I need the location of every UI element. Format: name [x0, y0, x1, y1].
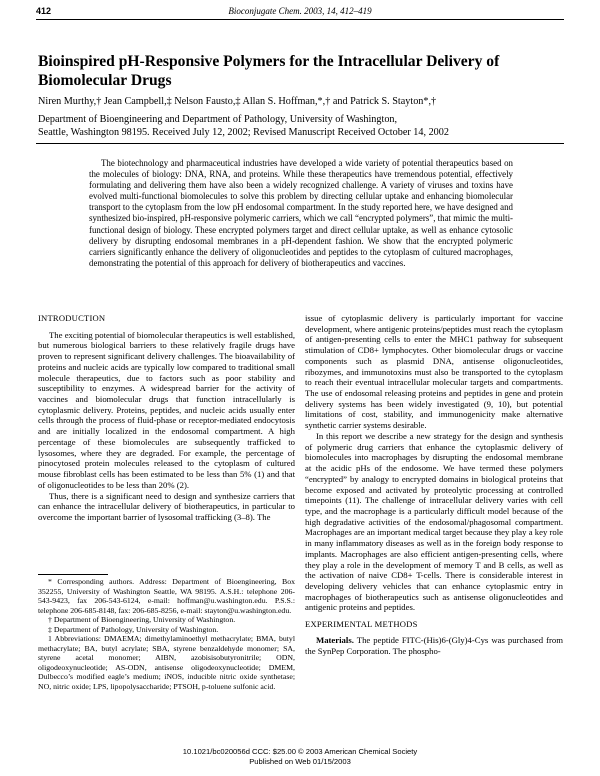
- affiliation-line-1: Department of Bioengineering and Department of Pathology, University of Washington,: [38, 114, 398, 125]
- abstract-rule: [36, 143, 564, 144]
- right-paragraph-1: issue of cytoplasmic delivery is particularly important for vaccine development, where antigenic proteins/peptides must reach the cytoplasm of antigen-presenting cells to enter the MHC1 pathway for subsequent stimulation of CD8+ lymphocytes. Other biomolecular drugs or vaccine components such as plasmid DNA, antisense oligonucleotides, ribozymes, and immunotoxins must also be transported to the cytoplasm to reach their eventual intracellular molecular targets and compartments. The use of endosomal releasing proteins and peptides in gene and protein delivery systems has been widely investigated (9, 10), but potential limitations of cost, stability, and immunogenicity make alternative synthetic carrier systems desirable.: [305, 313, 563, 431]
- right-column: [305, 313, 563, 656]
- running-header: [36, 6, 564, 18]
- right-paragraph-2: In this report we describe a new strategy for the design and synthesis of polymeric drug carriers that enhance the cytoplasmic delivery of biomolecules into macrophages by disrupting the endosomal membrane at the acidic pHs of the endosome. We have termed these polymers “encrypted” by analogy to encrypted domains in biological proteins that become exposed and activated by proteolytic processing at controlled timepoints (11). The challenge of intracellular delivery varies with cell type, and the macrophage is a particularly difficult model because of the high degradative activities of the endosomal/phagosomal compartment. Macrophages are an important medical target because they play a key role in many inflammatory diseases as well as in the foreign body response to implants. Macrophages are also efficient antigen-presenting cells, where they play a role in the development of memory T and B cells, as well as the activation of naive CD8+ T-cells. There is considerable interest in developing delivery vehicles that can enhance cytoplasmic entry in macrophages of biotherapeutics such as antisense oligonucleotides and antigenic proteins and peptides.: [305, 430, 563, 613]
- left-column: [38, 313, 295, 523]
- section-heading-methods: EXPERIMENTAL METHODS: [305, 619, 418, 630]
- footnotes: [38, 577, 295, 692]
- author-list: Niren Murthy,† Jean Campbell,‡ Nelson Fausto,‡ Allan S. Hoffman,*,† and Patrick S. Stayton*,†: [38, 96, 437, 107]
- header-rule: [36, 19, 564, 20]
- intro-paragraph-2: Thus, there is a significant need to design and synthesize carriers that can enhance the intracellular delivery of biotherapeutics, in particular to overcome the important barrier of lysosomal trafficking (3–8). The: [38, 490, 295, 522]
- materials-paragraph: [305, 635, 563, 656]
- page-footer: [0, 747, 600, 766]
- footnote-abbreviations: 1 Abbreviations: DMAEMA; dimethylaminoethyl methacrylate; BMA, butyl methacrylate; BA, butyl acrylate; SBA, styrene benzaldehyde monomer; SA, styrene acetal monomer; AIBN, azobisisobutyronitrile; ODN, oligodeoxynucleotide; AS-ODN, antisense oligodeoxynucleotide; DMEM, Dulbecco’s modified eagle’s medium; iNOS, inducible nitric oxide synthetase; NO, nitric oxide; LPS, lipopolysaccharide; PTSOH, p-toluene sulfonic acid.: [38, 634, 295, 692]
- doi-line: 10.1021/bc020056d CCC: $25.00 © 2003 American Chemical Society: [182, 747, 418, 756]
- affiliation-line-2: Seattle, Washington 98195. Received July 12, 2002; Revised Manuscript Received October 14, 2002: [38, 127, 449, 138]
- published-line: Published on Web 01/15/2003: [249, 756, 351, 766]
- footnote-dagger: † Department of Bioengineering, University of Washington.: [48, 615, 236, 625]
- page-number: 412: [36, 6, 52, 16]
- section-heading-introduction: INTRODUCTION: [38, 313, 106, 323]
- affiliation: [38, 113, 563, 139]
- footnote-double-dagger: ‡ Department of Pathology, University of Washington.: [48, 624, 219, 634]
- journal-citation: Bioconjugate Chem. 2003, 14, 412–419: [228, 6, 372, 16]
- footnote-corresponding: * Corresponding authors. Address: Department of Bioengineering, Box 352255, University of Washington Seattle, WA 98195. A.S.H.: telephone 206-543-9423, fax 206-543-6124, e-mail: hoffman@u.washington.edu. P.S.S.: telephone 206-685-8148, fax: 206-685-8256, e-mail: stayton@u.washington.edu.: [38, 577, 295, 615]
- footnote-rule: [38, 574, 108, 575]
- intro-paragraph-1: The exciting potential of biomolecular therapeutics is well established, but numerous biological barriers to these relatively fragile drugs have proven to represent significant delivery challenges. The bioavailability of proteins and nucleic acids are typically low compared to traditional small molecule therapeutics, due to factors such as poor stability and susceptibility to enzymes. A widespread barrier for the activity of vaccines and biomolecular drugs that function intracellularly is cytoplasmic delivery. Proteins, peptides, and nucleic acids usually enter cells through the process of fluid-phase or receptor-mediated endocytosis and are initially localized in the endosomal compartment. A high percentage of these biomolecules are subsequently trafficked to lysosomes, where they are degraded. For example, the percentage of pinocytosed protein molecules released to the cytoplasm of cultured mouse fibroblast cells has been estimated to be less than 5% (1) and that of oligonucleotides to be less than 20% (2).: [38, 329, 295, 490]
- materials-text: The peptide FITC-(His)6-(Gly)4-Cys was purchased from the SynPep Corporation. The phospho-: [305, 634, 564, 656]
- abstract: The biotechnology and pharmaceutical industries have developed a wide variety of potential therapeutics based on the molecules of biology: DNA, RNA, and proteins. While these therapeutics have tremendous potential, effectively formulating and delivering them have also been a widely recognized challenge. A variety of viruses and toxins have evolved multi-functional biomolecules to solve this problem by directing cellular uptake and enhancing biomolecular transport to the cytoplasm from the low pH endosomal compartment. In the study reported here, we have designed and synthesized bio-inspired, pH-responsive polymeric carriers, which we call “encrypted polymers”, that mimic the multi-functional design of biology. These encrypted polymers target and direct cellular uptake, as well as enhance cytosolic delivery by disrupting endosomal membranes in a pH-dependent fashion. We show that the encrypted polymeric carriers significantly enhance the delivery of oligonucleotides and peptides to the cytoplasm of cultured macrophages, demonstrating the potential of this approach for delivery of biotherapeutics and vaccines.: [89, 158, 513, 268]
- materials-label: Materials.: [316, 634, 354, 645]
- article-title: Bioinspired pH-Responsive Polymers for the Intracellular Delivery of Biomolecular Drugs: [38, 53, 500, 89]
